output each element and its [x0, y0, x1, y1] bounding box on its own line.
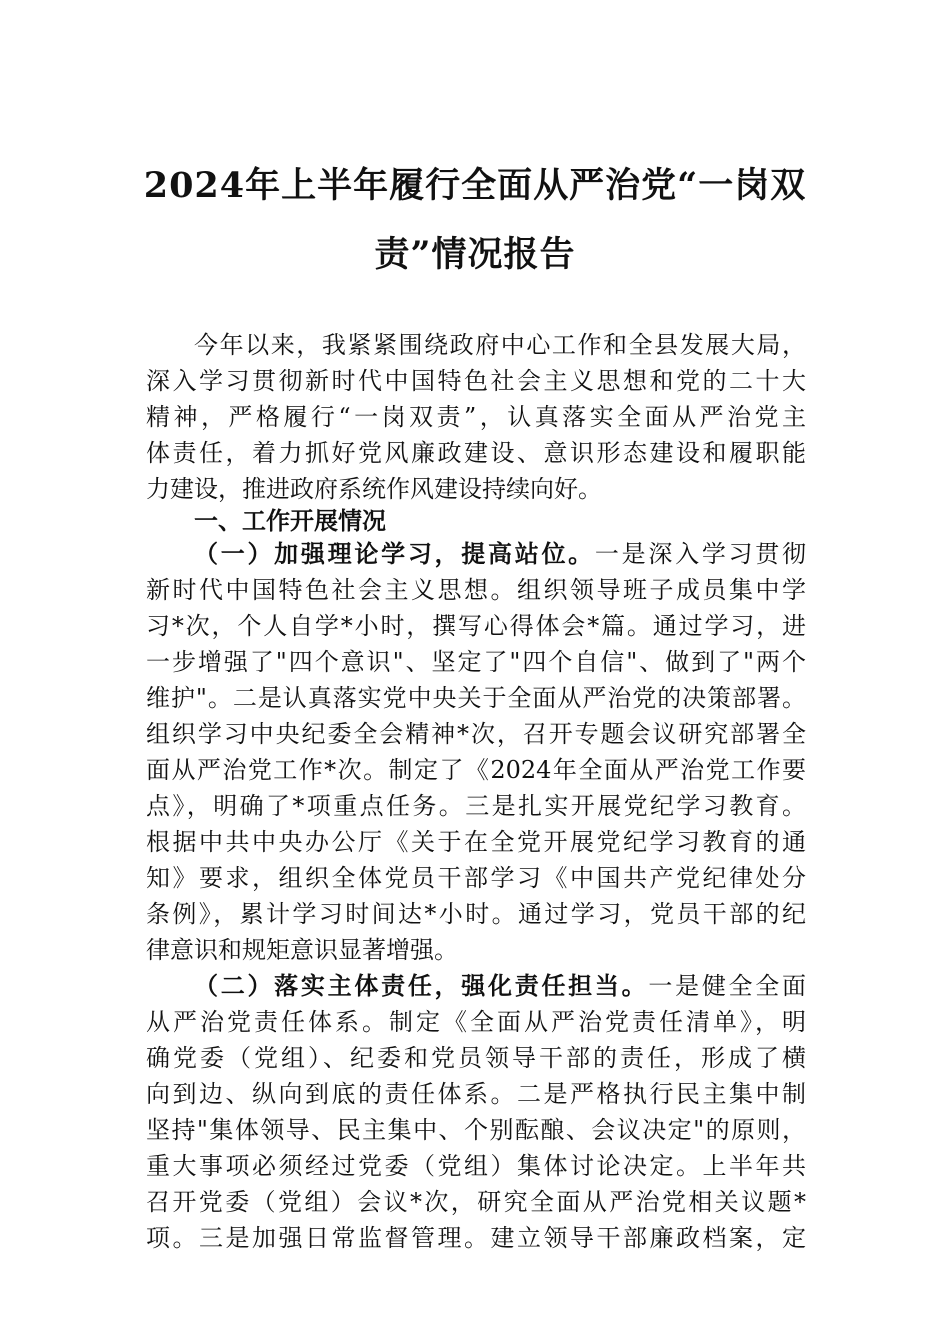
- paragraph-line: 坚持"集体领导、民主集中、个别酝酿、会议决定"的原则，: [146, 1116, 806, 1144]
- paragraph-line: 新时代中国特色社会主义思想。组织领导班子成员集中学: [146, 576, 806, 604]
- paragraph-2-lead-rest: 一是健全全面: [648, 972, 807, 1000]
- document-title-line-1: 2024年上半年履行全面从严治党“一岗双: [143, 165, 807, 206]
- paragraph-line: 组织学习中央纪委全会精神*次，召开专题会议研究部署全: [146, 720, 806, 748]
- paragraph-2-first-line: [194, 968, 806, 1004]
- paragraph-line: 维护"。二是认真落实党中央关于全面从严治党的决策部署。: [146, 684, 806, 712]
- paragraph-line: 召开党委（党组）会议*次，研究全面从严治党相关议题*: [146, 1188, 806, 1216]
- document-title-line-2: 责”情况报告: [374, 234, 576, 275]
- paragraph-line: 项。三是加强日常监督管理。建立领导干部廉政档案，定: [146, 1224, 806, 1252]
- paragraph-1-lead: （一）加强理论学习，提高站位。: [194, 539, 595, 568]
- paragraph-line: 从严治党责任体系。制定《全面从严治党责任清单》，明: [146, 1008, 806, 1036]
- paragraph-1-first-line: [194, 536, 806, 572]
- section-heading: 一、工作开展情况: [194, 506, 386, 535]
- paragraph-line: 根据中共中央办公厅《关于在全党开展党纪学习教育的通: [146, 828, 806, 856]
- paragraph-line: 知》要求，组织全体党员干部学习《中国共产党纪律处分: [146, 864, 806, 892]
- paragraph-line: 点》，明确了*项重点任务。三是扎实开展党纪学习教育。: [146, 792, 806, 820]
- intro-line: 精神，严格履行“一岗双责”，认真落实全面从严治党主: [146, 403, 806, 431]
- paragraph-line: 重大事项必须经过党委（党组）集体讨论决定。上半年共: [146, 1152, 806, 1180]
- paragraph-line: 习*次，个人自学*小时，撰写心得体会*篇。通过学习，进: [146, 612, 806, 640]
- paragraph-line: 律意识和规矩意识显著增强。: [146, 936, 458, 964]
- intro-line: 深入学习贯彻新时代中国特色社会主义思想和党的二十大: [146, 367, 806, 395]
- intro-line: 体责任，着力抓好党风廉政建设、意识形态建设和履职能: [146, 439, 806, 467]
- paragraph-1-lead-rest: 一是深入学习贯彻: [594, 540, 807, 568]
- paragraph-line: 向到边、纵向到底的责任体系。二是严格执行民主集中制: [146, 1080, 806, 1108]
- intro-line: 力建设，推进政府系统作风建设持续向好。: [146, 475, 602, 503]
- paragraph-line: 一步增强了"四个意识"、坚定了"四个自信"、做到了"两个: [146, 648, 806, 676]
- intro-line: 今年以来，我紧紧围绕政府中心工作和全县发展大局，: [194, 331, 806, 359]
- paragraph-2-lead: （二）落实主体责任，强化责任担当。: [194, 971, 649, 1000]
- paragraph-line: 确党委（党组）、纪委和党员领导干部的责任，形成了横: [146, 1044, 806, 1072]
- paragraph-line: 条例》，累计学习时间达*小时。通过学习，党员干部的纪: [146, 900, 806, 928]
- paragraph-line: 面从严治党工作*次。制定了《2024年全面从严治党工作要: [146, 756, 806, 784]
